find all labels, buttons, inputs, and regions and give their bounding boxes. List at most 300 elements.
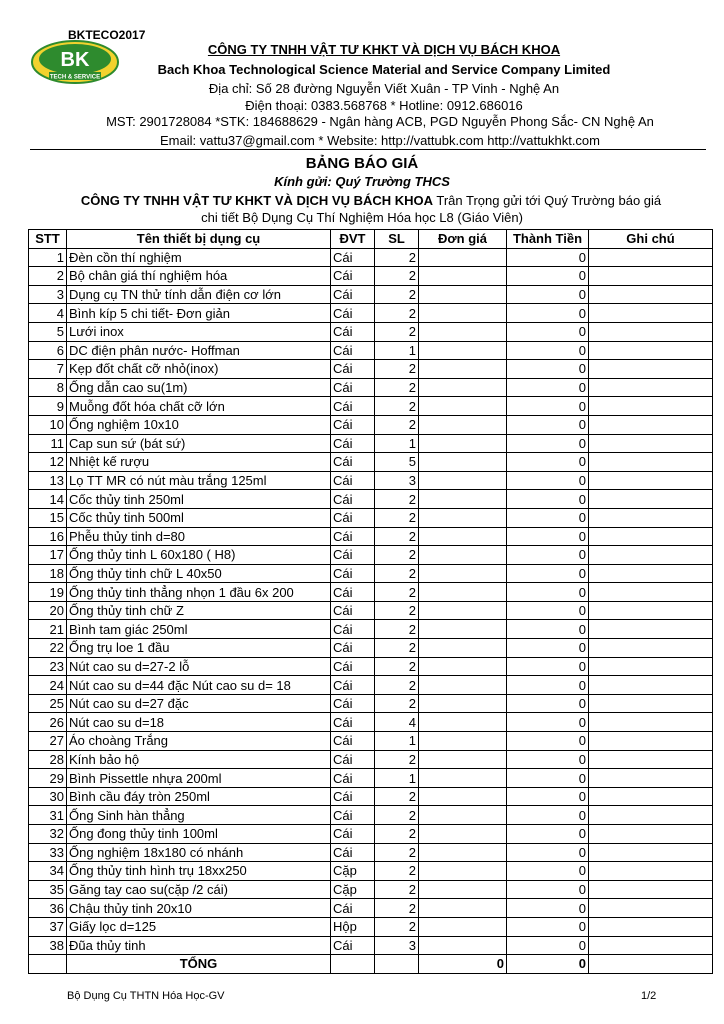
amount-cell: 0: [507, 415, 589, 434]
table-row: [29, 899, 713, 918]
stt-cell: 13: [29, 471, 67, 490]
amount-cell: 0: [507, 471, 589, 490]
table-row: [29, 471, 713, 490]
unit-cell: Cặp: [331, 880, 375, 899]
stt-cell: 4: [29, 304, 67, 323]
note-cell: [589, 508, 713, 527]
price-cell: [419, 806, 507, 825]
qty-cell: 2: [375, 657, 419, 676]
qty-cell: 2: [375, 825, 419, 844]
amount-cell: 0: [507, 806, 589, 825]
qty-cell: 2: [375, 304, 419, 323]
amount-cell: 0: [507, 341, 589, 360]
note-cell: [589, 676, 713, 695]
qty-cell: 1: [375, 434, 419, 453]
qty-cell: 2: [375, 490, 419, 509]
col-header-amount: Thành Tiền: [507, 230, 589, 249]
note-cell: [589, 415, 713, 434]
stt-cell: 30: [29, 787, 67, 806]
total-row: [29, 955, 713, 974]
table-row: [29, 713, 713, 732]
name-cell: Chậu thủy tinh 20x10: [67, 899, 331, 918]
price-cell: [419, 639, 507, 658]
name-cell: Nút cao su d=18: [67, 713, 331, 732]
company-tax-bank: MST: 2901728084 *STK: 184688629 - Ngân hàng ACB, PGD Nguyễn Phong Sắc- CN Nghệ An: [106, 114, 654, 129]
amount-cell: 0: [507, 917, 589, 936]
unit-cell: Cái: [331, 750, 375, 769]
qty-cell: 2: [375, 806, 419, 825]
stt-cell: 17: [29, 546, 67, 565]
qty-cell: 2: [375, 862, 419, 881]
table-row: [29, 267, 713, 286]
table-row: [29, 750, 713, 769]
company-logo: [31, 40, 119, 84]
name-cell: Cốc thủy tinh 250ml: [67, 490, 331, 509]
stt-cell: 1: [29, 248, 67, 267]
unit-cell: Cái: [331, 787, 375, 806]
price-cell: [419, 415, 507, 434]
name-cell: Nhiệt kế rượu: [67, 453, 331, 472]
amount-cell: 0: [507, 936, 589, 955]
unit-cell: Cái: [331, 527, 375, 546]
stt-cell: 32: [29, 825, 67, 844]
qty-cell: 2: [375, 843, 419, 862]
intro-line-2: chi tiết Bộ Dụng Cụ Thí Nghiệm Hóa học L8 (Giáo Viên): [201, 210, 523, 225]
qty-cell: 2: [375, 415, 419, 434]
table-row: [29, 601, 713, 620]
name-cell: Ống nghiệm 18x180 có nhánh: [67, 843, 331, 862]
amount-cell: 0: [507, 639, 589, 658]
stt-cell: 6: [29, 341, 67, 360]
qty-cell: 1: [375, 769, 419, 788]
stt-cell: 31: [29, 806, 67, 825]
unit-cell: Cái: [331, 583, 375, 602]
table-row: [29, 378, 713, 397]
intro-company: CÔNG TY TNHH VẬT TƯ KHKT VÀ DỊCH VỤ BÁCH KHOA: [80, 193, 434, 208]
price-cell: [419, 285, 507, 304]
col-header-qty: SL: [375, 230, 419, 249]
qty-cell: 2: [375, 378, 419, 397]
price-cell: [419, 583, 507, 602]
stt-cell: 19: [29, 583, 67, 602]
note-cell: [589, 917, 713, 936]
table-row: [29, 620, 713, 639]
table-row: [29, 546, 713, 565]
price-cell: [419, 322, 507, 341]
qty-cell: 2: [375, 360, 419, 379]
name-cell: Ống trụ loe 1 đầu: [67, 639, 331, 658]
stt-cell: 23: [29, 657, 67, 676]
amount-cell: 0: [507, 360, 589, 379]
price-cell: [419, 601, 507, 620]
price-cell: [419, 750, 507, 769]
stt-cell: 12: [29, 453, 67, 472]
price-cell: [419, 397, 507, 416]
name-cell: Ống nghiệm 10x10: [67, 415, 331, 434]
name-cell: Dụng cụ TN thử tính dẫn điện cơ lớn: [67, 285, 331, 304]
amount-cell: 0: [507, 657, 589, 676]
name-cell: Ống thủy tinh hình trụ 18xx250: [67, 862, 331, 881]
price-cell: [419, 620, 507, 639]
total-amount: 0: [507, 955, 589, 974]
name-cell: Bình tam giác 250ml: [67, 620, 331, 639]
qty-cell: 2: [375, 676, 419, 695]
unit-cell: Cái: [331, 676, 375, 695]
unit-cell: Cái: [331, 732, 375, 751]
qty-cell: 2: [375, 639, 419, 658]
name-cell: Bình kíp 5 chi tiết- Đơn giản: [67, 304, 331, 323]
price-cell: [419, 490, 507, 509]
amount-cell: 0: [507, 434, 589, 453]
col-header-note: Ghi chú: [589, 230, 713, 249]
qty-cell: 2: [375, 322, 419, 341]
note-cell: [589, 825, 713, 844]
unit-cell: Cái: [331, 378, 375, 397]
unit-cell: Cái: [331, 322, 375, 341]
table-row: [29, 508, 713, 527]
table-row: [29, 248, 713, 267]
unit-cell: Cái: [331, 806, 375, 825]
note-cell: [589, 880, 713, 899]
note-cell: [589, 285, 713, 304]
price-cell: [419, 564, 507, 583]
stt-cell: 7: [29, 360, 67, 379]
table-row: [29, 434, 713, 453]
table-row: [29, 862, 713, 881]
amount-cell: 0: [507, 713, 589, 732]
amount-cell: 0: [507, 843, 589, 862]
unit-cell: Cái: [331, 397, 375, 416]
amount-cell: 0: [507, 397, 589, 416]
note-cell: [589, 583, 713, 602]
name-cell: Bộ chân giá thí nghiệm hóa: [67, 267, 331, 286]
table-header-row: [29, 230, 713, 249]
unit-cell: Cái: [331, 508, 375, 527]
unit-cell: Cái: [331, 285, 375, 304]
amount-cell: 0: [507, 899, 589, 918]
document-code: BKTECO2017: [68, 28, 146, 42]
table-row: [29, 917, 713, 936]
qty-cell: 2: [375, 397, 419, 416]
stt-cell: 22: [29, 639, 67, 658]
note-cell: [589, 936, 713, 955]
table-row: [29, 285, 713, 304]
name-cell: Găng tay cao su(cặp /2 cái): [67, 880, 331, 899]
table-row: [29, 341, 713, 360]
stt-cell: 11: [29, 434, 67, 453]
note-cell: [589, 360, 713, 379]
name-cell: Cap sun sứ (bát sứ): [67, 434, 331, 453]
note-cell: [589, 471, 713, 490]
total-note-cell: [589, 955, 713, 974]
unit-cell: Cái: [331, 843, 375, 862]
price-cell: [419, 304, 507, 323]
stt-cell: 28: [29, 750, 67, 769]
stt-cell: 24: [29, 676, 67, 695]
qty-cell: 2: [375, 620, 419, 639]
note-cell: [589, 564, 713, 583]
company-address: Địa chỉ: Số 28 đường Nguyễn Viết Xuân - TP Vinh - Nghệ An: [208, 81, 560, 96]
note-cell: [589, 453, 713, 472]
stt-cell: 8: [29, 378, 67, 397]
name-cell: Kẹp đốt chất cỡ nhỏ(inox): [67, 360, 331, 379]
note-cell: [589, 694, 713, 713]
col-header-unit: ĐVT: [331, 230, 375, 249]
qty-cell: 4: [375, 713, 419, 732]
table-row: [29, 304, 713, 323]
amount-cell: 0: [507, 732, 589, 751]
name-cell: Bình Pissettle nhựa 200ml: [67, 769, 331, 788]
qty-cell: 1: [375, 341, 419, 360]
footer-doc-name: Bộ Dụng Cụ THTN Hóa Học-GV: [67, 990, 225, 1002]
amount-cell: 0: [507, 583, 589, 602]
amount-cell: 0: [507, 490, 589, 509]
qty-cell: 2: [375, 583, 419, 602]
unit-cell: Cái: [331, 415, 375, 434]
price-cell: [419, 769, 507, 788]
note-cell: [589, 397, 713, 416]
stt-cell: 10: [29, 415, 67, 434]
name-cell: Nút cao su d=27-2 lỗ: [67, 657, 331, 676]
header-divider: [30, 149, 706, 150]
name-cell: Áo choàng Trắng: [67, 732, 331, 751]
qty-cell: 2: [375, 601, 419, 620]
table-row: [29, 583, 713, 602]
col-header-price: Đơn giá: [419, 230, 507, 249]
price-cell: [419, 508, 507, 527]
total-unit-cell: [331, 955, 375, 974]
amount-cell: 0: [507, 750, 589, 769]
amount-cell: 0: [507, 564, 589, 583]
name-cell: Phễu thủy tinh d=80: [67, 527, 331, 546]
price-cell: [419, 360, 507, 379]
price-cell: [419, 732, 507, 751]
amount-cell: 0: [507, 880, 589, 899]
table-row: [29, 639, 713, 658]
price-cell: [419, 694, 507, 713]
stt-cell: 35: [29, 880, 67, 899]
amount-cell: 0: [507, 378, 589, 397]
company-name-vn: CÔNG TY TNHH VẬT TƯ KHKT VÀ DỊCH VỤ BÁCH KHOA: [207, 42, 561, 57]
unit-cell: Cặp: [331, 862, 375, 881]
total-qty-cell: [375, 955, 419, 974]
price-cell: [419, 527, 507, 546]
name-cell: DC điện phân nước- Hoffman: [67, 341, 331, 360]
stt-cell: 9: [29, 397, 67, 416]
unit-cell: Cái: [331, 657, 375, 676]
qty-cell: 2: [375, 248, 419, 267]
table-row: [29, 769, 713, 788]
price-cell: [419, 341, 507, 360]
stt-cell: 34: [29, 862, 67, 881]
table-row: [29, 453, 713, 472]
note-cell: [589, 713, 713, 732]
note-cell: [589, 843, 713, 862]
qty-cell: 2: [375, 917, 419, 936]
price-cell: [419, 917, 507, 936]
stt-cell: 16: [29, 527, 67, 546]
unit-cell: Cái: [331, 620, 375, 639]
table-row: [29, 732, 713, 751]
col-header-stt: STT: [29, 230, 67, 249]
price-cell: [419, 787, 507, 806]
note-cell: [589, 434, 713, 453]
stt-cell: 14: [29, 490, 67, 509]
table-row: [29, 936, 713, 955]
document-title: BẢNG BÁO GIÁ: [305, 155, 419, 172]
name-cell: Giấy lọc d=125: [67, 917, 331, 936]
unit-cell: Cái: [331, 899, 375, 918]
note-cell: [589, 304, 713, 323]
price-cell: [419, 825, 507, 844]
logo-subtext: TECH & SERVICE: [49, 74, 101, 81]
amount-cell: 0: [507, 787, 589, 806]
stt-cell: 20: [29, 601, 67, 620]
name-cell: Lọ TT MR có nút màu trắng 125ml: [67, 471, 331, 490]
unit-cell: Cái: [331, 434, 375, 453]
unit-cell: Cái: [331, 546, 375, 565]
unit-cell: Cái: [331, 825, 375, 844]
unit-cell: Cái: [331, 304, 375, 323]
stt-cell: 21: [29, 620, 67, 639]
company-phone: Điện thoại: 0383.568768 * Hotline: 0912.686016: [245, 98, 523, 113]
name-cell: Cốc thủy tinh 500ml: [67, 508, 331, 527]
price-cell: [419, 862, 507, 881]
unit-cell: Cái: [331, 490, 375, 509]
note-cell: [589, 322, 713, 341]
unit-cell: Hộp: [331, 917, 375, 936]
unit-cell: Cái: [331, 769, 375, 788]
name-cell: Ống thủy tinh chữ L 40x50: [67, 564, 331, 583]
note-cell: [589, 620, 713, 639]
amount-cell: 0: [507, 825, 589, 844]
unit-cell: Cái: [331, 601, 375, 620]
price-cell: [419, 434, 507, 453]
price-cell: [419, 899, 507, 918]
name-cell: Lưới inox: [67, 322, 331, 341]
amount-cell: 0: [507, 322, 589, 341]
table-row: [29, 694, 713, 713]
table-row: [29, 825, 713, 844]
price-cell: [419, 453, 507, 472]
qty-cell: 1: [375, 732, 419, 751]
qty-cell: 2: [375, 546, 419, 565]
name-cell: Muỗng đốt hóa chất cỡ lớn: [67, 397, 331, 416]
name-cell: Ống thủy tinh L 60x180 ( H8): [67, 546, 331, 565]
note-cell: [589, 546, 713, 565]
table-row: [29, 397, 713, 416]
stt-cell: 18: [29, 564, 67, 583]
qty-cell: 3: [375, 471, 419, 490]
table-row: [29, 676, 713, 695]
note-cell: [589, 601, 713, 620]
stt-cell: 3: [29, 285, 67, 304]
unit-cell: Cái: [331, 360, 375, 379]
amount-cell: 0: [507, 453, 589, 472]
amount-cell: 0: [507, 601, 589, 620]
amount-cell: 0: [507, 285, 589, 304]
note-cell: [589, 341, 713, 360]
amount-cell: 0: [507, 267, 589, 286]
unit-cell: Cái: [331, 341, 375, 360]
unit-cell: Cái: [331, 453, 375, 472]
price-cell: [419, 713, 507, 732]
table-row: [29, 564, 713, 583]
unit-cell: Cái: [331, 713, 375, 732]
name-cell: Bình cầu đáy tròn 250ml: [67, 787, 331, 806]
stt-cell: 29: [29, 769, 67, 788]
intro-text: Trân Trọng gửi tới Quý Trường báo giá: [433, 193, 662, 208]
qty-cell: 2: [375, 564, 419, 583]
table-row: [29, 843, 713, 862]
note-cell: [589, 862, 713, 881]
note-cell: [589, 732, 713, 751]
unit-cell: Cái: [331, 936, 375, 955]
unit-cell: Cái: [331, 471, 375, 490]
unit-cell: Cái: [331, 564, 375, 583]
table-row: [29, 787, 713, 806]
qty-cell: 3: [375, 936, 419, 955]
qty-cell: 2: [375, 285, 419, 304]
amount-cell: 0: [507, 508, 589, 527]
col-header-name: Tên thiết bị dụng cụ: [67, 230, 331, 249]
amount-cell: 0: [507, 527, 589, 546]
intro-line-1: [36, 193, 706, 208]
footer-page-number: 1/2: [641, 990, 657, 1002]
table-row: [29, 880, 713, 899]
note-cell: [589, 806, 713, 825]
amount-cell: 0: [507, 620, 589, 639]
company-name-en: Bach Khoa Technological Science Material and Service Company Limited: [157, 62, 611, 77]
amount-cell: 0: [507, 304, 589, 323]
name-cell: Đèn cồn thí nghiệm: [67, 248, 331, 267]
name-cell: Ống đong thủy tinh 100ml: [67, 825, 331, 844]
amount-cell: 0: [507, 546, 589, 565]
note-cell: [589, 639, 713, 658]
total-price: 0: [419, 955, 507, 974]
name-cell: Ống Sinh hàn thẳng: [67, 806, 331, 825]
amount-cell: 0: [507, 676, 589, 695]
name-cell: Ống thủy tinh thẳng nhọn 1 đầu 6x 200: [67, 583, 331, 602]
qty-cell: 2: [375, 694, 419, 713]
table-row: [29, 490, 713, 509]
note-cell: [589, 750, 713, 769]
stt-cell: 36: [29, 899, 67, 918]
stt-cell: 2: [29, 267, 67, 286]
stt-cell: 26: [29, 713, 67, 732]
qty-cell: 2: [375, 527, 419, 546]
price-cell: [419, 880, 507, 899]
table-row: [29, 415, 713, 434]
price-cell: [419, 378, 507, 397]
unit-cell: Cái: [331, 694, 375, 713]
note-cell: [589, 248, 713, 267]
amount-cell: 0: [507, 694, 589, 713]
quote-table: [28, 229, 713, 974]
total-label: TỔNG: [67, 955, 331, 974]
name-cell: Ống dẫn cao su(1m): [67, 378, 331, 397]
stt-cell: 27: [29, 732, 67, 751]
stt-cell: 15: [29, 508, 67, 527]
qty-cell: 2: [375, 750, 419, 769]
qty-cell: 2: [375, 899, 419, 918]
table-row: [29, 322, 713, 341]
name-cell: Nút cao su d=44 đặc Nút cao su d= 18: [67, 676, 331, 695]
qty-cell: 2: [375, 508, 419, 527]
name-cell: Nút cao su d=27 đặc: [67, 694, 331, 713]
price-cell: [419, 471, 507, 490]
note-cell: [589, 787, 713, 806]
